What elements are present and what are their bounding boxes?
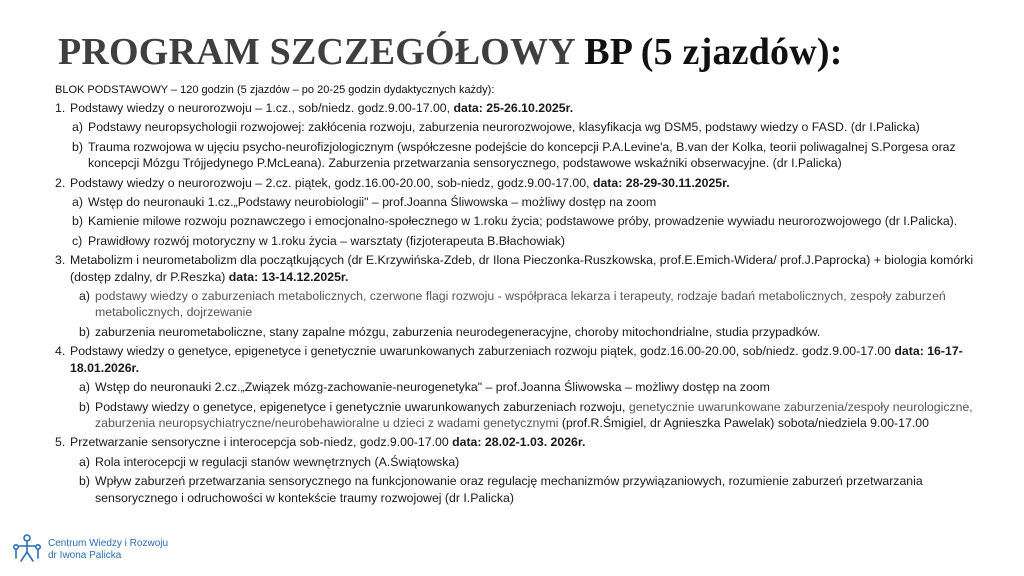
- item-text: Przetwarzanie sensoryczne i interocepcja sob-niedz, godz.9.00-17.00: [70, 435, 453, 450]
- item-number: 1.: [55, 101, 66, 115]
- item-text: Podstawy wiedzy o neurorozwoju – 1.cz., sob/niedz. godz.9.00-17.00,: [70, 101, 454, 115]
- subitem-letter: a): [79, 454, 90, 469]
- program-subitem-2b: [55, 213, 985, 229]
- program-subitem-5a: [55, 454, 985, 470]
- page-title: [58, 30, 843, 74]
- subitem-letter: a): [79, 289, 90, 304]
- subitem-letter: a): [72, 195, 83, 210]
- subitem-text-part1: Podstawy wiedzy o genetyce, epigenetyce i genetycznie uwarunkowanych zaburzeniach rozwoju,: [95, 399, 629, 414]
- people-icon: [10, 532, 44, 566]
- item-text: Metabolizm i neurometabolizm dla początkujących (dr E.Krzywińska-Zdeb, dr Ilona Pieczonka-Ruszkowska, prof.E.Emich-Widera/ prof.J.Paprocka) + biologia komórki (dostęp zdalny, dr P.Reszka): [70, 253, 974, 284]
- program-item-1: [55, 100, 985, 116]
- program-item-2: [55, 175, 985, 191]
- program-subitem-2a: [55, 194, 985, 210]
- subitem-text: Trauma rozwojowa w ujęciu psycho-neurofizjologicznym (współczesne podejście do koncepcji P.A.Levine'a, B.van der Kolka, teorii poliwagalnej S.Porgesa oraz koncepcji Mózgu Trójjedynego P.McLeana). Zaburzenia przetwarzania sensorycznego, podstawowe wskaźniki obserwacyjne. (dr I.Palicka): [88, 139, 956, 171]
- program-subitem-3b: [55, 324, 985, 340]
- program-subitem-4b: [55, 399, 985, 432]
- subitem-text: Podstawy neuropsychologii rozwojowej: zakłócenia rozwoju, zaburzenia neurorozwojowe, klasyfikacja wg DSM5, podstawy wiedzy o FASD. (dr I.Palicka): [88, 120, 920, 135]
- subitem-letter: b): [79, 324, 90, 339]
- program-subitem-3a: [55, 288, 985, 321]
- subitem-text: Wstęp do neuronauki 2.cz.„Związek mózg-zachowanie-neurogenetyka" – prof.Joanna Śliwowska – możliwy dostęp na zoom: [95, 380, 770, 395]
- subitem-text: podstawy wiedzy o zaburzeniach metabolicznych, czerwone flagi rozwoju - współpraca lekarza i terapeuty, rodzaje badań metabolicznych, zespoły zaburzeń metabolicznych, dojrzewanie: [95, 289, 946, 320]
- item-number: 5.: [55, 435, 66, 450]
- item-date: data: 13-14.12.2025r.: [228, 269, 349, 284]
- subitem-text: Rola interocepcji w regulacji stanów wewnętrznych (A.Świątowska): [95, 454, 460, 469]
- program-subitem-1b: [55, 139, 985, 172]
- item-number: 2.: [55, 175, 66, 190]
- item-date: data: 28.02-1.03. 2026r.: [452, 435, 586, 450]
- subitem-letter: b): [72, 139, 83, 154]
- logo-line2: dr Iwona Palicka: [48, 550, 122, 561]
- item-date: data: 16-17-18.01.2026r.: [70, 344, 963, 375]
- subitem-text: Wstęp do neuronauki 1.cz.„Podstawy neurobiologii" – prof.Joanna Śliwowska – możliwy dostęp na zoom: [88, 195, 657, 210]
- subitem-text: zaburzenia neurometaboliczne, stany zapalne mózgu, zaburzenia neurodegeneracyjne, choroby mitochondrialne, studia przypadków.: [95, 324, 821, 339]
- item-date: data: 28-29-30.11.2025r.: [592, 175, 730, 190]
- item-text: Podstawy wiedzy o genetyce, epigenetyce i genetycznie uwarunkowanych zaburzeniach rozwoju piątek, godz.16.00-20.00, sob/niedz. godz.9.00-17.00: [70, 344, 895, 359]
- item-number: 4.: [55, 344, 66, 359]
- title-part1: PROGRAM SZCZEGÓŁOWY: [58, 31, 575, 73]
- title-part2: BP (5 zjazdów):: [584, 31, 843, 73]
- subitem-text: Wpływ zaburzeń przetwarzania sensorycznego na funkcjonowanie oraz regulację mechanizmów przywiązaniowych, rozumienie zaburzeń przetwarzania sensorycznego i odruchowości w kontekście traumy rozwojowej (dr I.Palicka): [95, 474, 923, 505]
- subitem-letter: b): [72, 214, 83, 229]
- program-subitem-5b: [55, 473, 985, 506]
- subitem-text: Prawidłowy rozwój motoryczny w 1.roku życia – warsztaty (fizjoterapeuta B.Błachowiak): [88, 233, 566, 248]
- program-subitem-1a: [55, 119, 985, 135]
- subitem-letter: a): [72, 120, 83, 135]
- program-item-5: [55, 434, 985, 450]
- subitem-letter: a): [79, 380, 90, 395]
- subitem-text-part3: (prof.R.Śmigiel, dr Agnieszka Pawelak) sobota/niedziela 9.00-17.00: [558, 415, 929, 430]
- logo: [10, 530, 170, 570]
- subitem-text: Kamienie milowe rozwoju poznawczego i emocjonalno-społecznego w 1.roku życia; podstawowe próby, prowadzenie wywiadu neurorozwojowego (dr I.Palicka).: [88, 214, 958, 229]
- program-item-3: [55, 252, 985, 285]
- program-content: [55, 83, 985, 506]
- program-subitem-2c: [55, 233, 985, 249]
- item-date: data: 25-26.10.2025r.: [453, 101, 574, 115]
- subitem-letter: b): [79, 474, 90, 489]
- subitem-letter: c): [72, 233, 83, 248]
- logo-text: [48, 538, 168, 562]
- block-subtitle: BLOK PODSTAWOWY – 120 godzin (5 zjazdów – po 20-25 godzin dydaktycznych każdy):: [55, 84, 495, 96]
- subitem-letter: b): [79, 399, 90, 414]
- program-item-4: [55, 343, 985, 376]
- item-text: Podstawy wiedzy o neurorozwoju – 2.cz. piątek, godz.16.00-20.00, sob-niedz, godz.9.00-17.00,: [70, 175, 593, 190]
- logo-line1: Centrum Wiedzy i Rozwoju: [48, 538, 169, 549]
- subitem-text-part2: genetycznie uwarunkowane zaburzenia/zespoły neurologiczne, zaburzenia neuropsychiatryczne/neurobehawioralne u dzieci z wadami genetycznymi: [95, 399, 973, 430]
- program-subitem-4a: [55, 379, 985, 395]
- item-number: 3.: [55, 253, 66, 268]
